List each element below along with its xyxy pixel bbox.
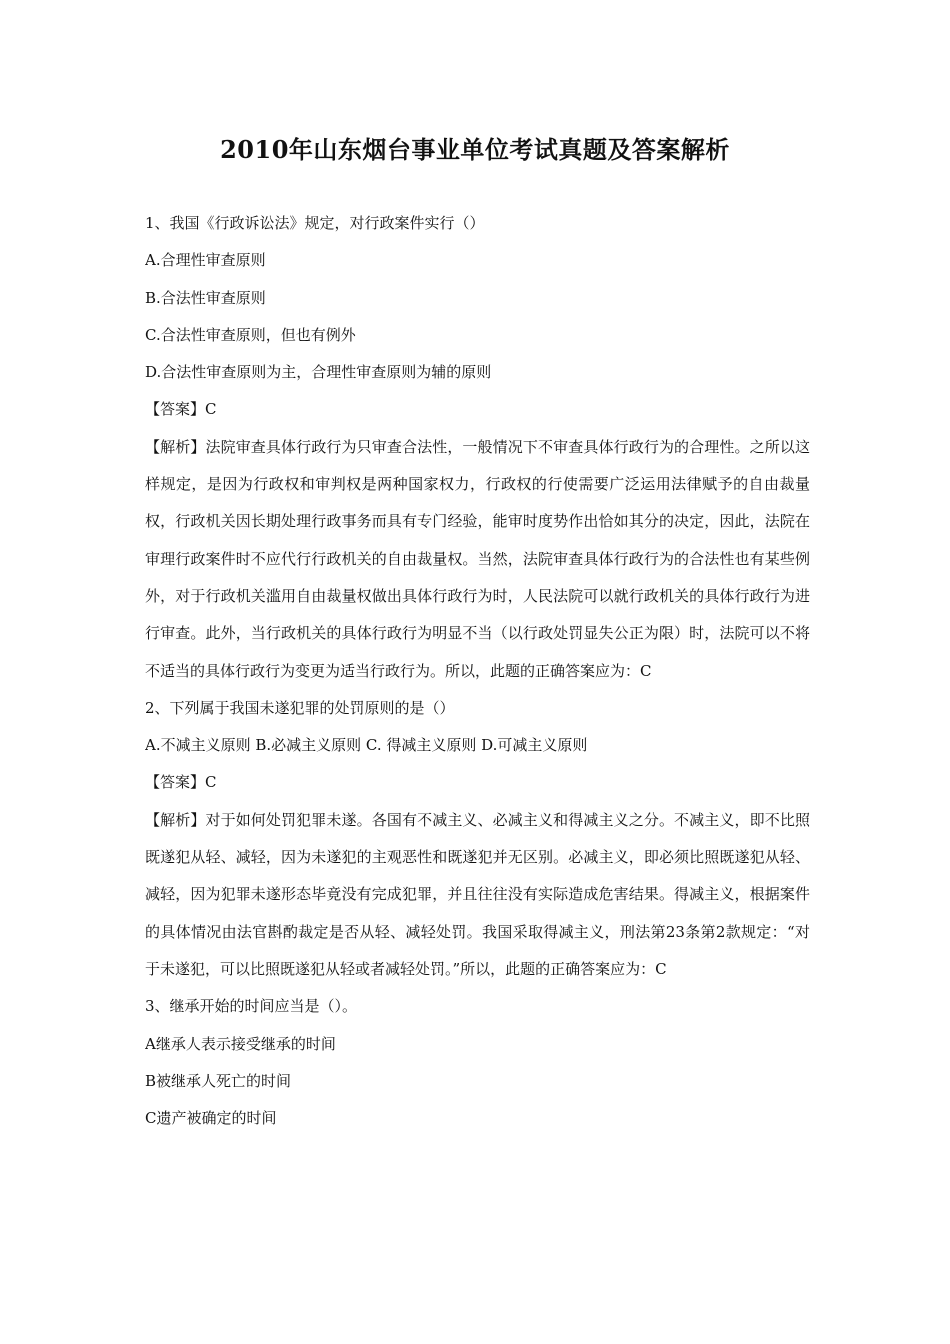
question-1-option-a: A.合理性审查原则	[145, 251, 266, 270]
question-1-answer: 【答案】C	[145, 400, 217, 419]
question-2-stem: 2、下列属于我国未遂犯罪的处罚原则的是（）	[145, 698, 455, 717]
question-3-option-a: A继承人表示接受继承的时间	[145, 1034, 336, 1053]
question-2-answer: 【答案】C	[145, 773, 217, 792]
question-1-option-b: B.合法性审查原则	[145, 288, 266, 307]
question-3-option-b: B被继承人死亡的时间	[145, 1071, 292, 1090]
question-1-stem: 1、我国《行政诉讼法》规定，对行政案件实行（）	[145, 214, 485, 232]
question-1-option-d: D.合法性审查原则为主，合理性审查原则为辅的原则	[145, 363, 492, 382]
question-3-option-c: C遗产被确定的时间	[145, 1109, 277, 1128]
question-3-stem: 3、继承开始的时间应当是（）。	[145, 997, 358, 1016]
question-2-analysis: 【解析】对于如何处罚犯罪未遂。各国有不减主义、必减主义和得减主义之分。不减主义，即不比照既遂犯从轻、减轻，因为未遂犯的主观恶性和既遂犯并无区别。必减主义，即必须比照既遂犯从轻、减轻，因为犯罪未遂形态毕竟没有完成犯罪，并且往往没有实际造成危害结果。得减主义，根据案件的具体情况由法官斟酌裁定是否从轻、减轻处罚。我国采取得减主义，刑法第23条第2款规定：“对于未遂犯，可以比照既遂犯从轻或者减轻处罚。”所以，此题的正确答案应为：C	[145, 810, 810, 978]
question-1-analysis: 【解析】法院审查具体行政行为只审查合法性，一般情况下不审查具体行政行为的合理性。之所以这样规定，是因为行政权和审判权是两种国家权力，行政权的行使需要广泛运用法律赋予的自由裁量权，行政机关因长期处理行政事务而具有专门经验，能审时度势作出恰如其分的决定，因此，法院在审理行政案件时不应代行行政机关的自由裁量权。当然，法院审查具体行政行为的合法性也有某些例外，对于行政机关滥用自由裁量权做出具体行政行为时，人民法院可以就行政机关的具体行政行为进行审查。此外，当行政机关的具体行政行为明显不当（以行政处罚显失公正为限）时，法院可以不将不适当的具体行政行为变更为适当行政行为。所以，此题的正确答案应为：C	[145, 437, 810, 680]
question-2-options: A.不减主义原则 B.必减主义原则 C. 得减主义原则 D.可减主义原则	[145, 736, 588, 755]
document-body	[145, 205, 810, 1137]
page-title: 2010年山东烟台事业单位考试真题及答案解析	[220, 135, 730, 164]
question-1-option-c: C.合法性审查原则，但也有例外	[145, 325, 356, 344]
